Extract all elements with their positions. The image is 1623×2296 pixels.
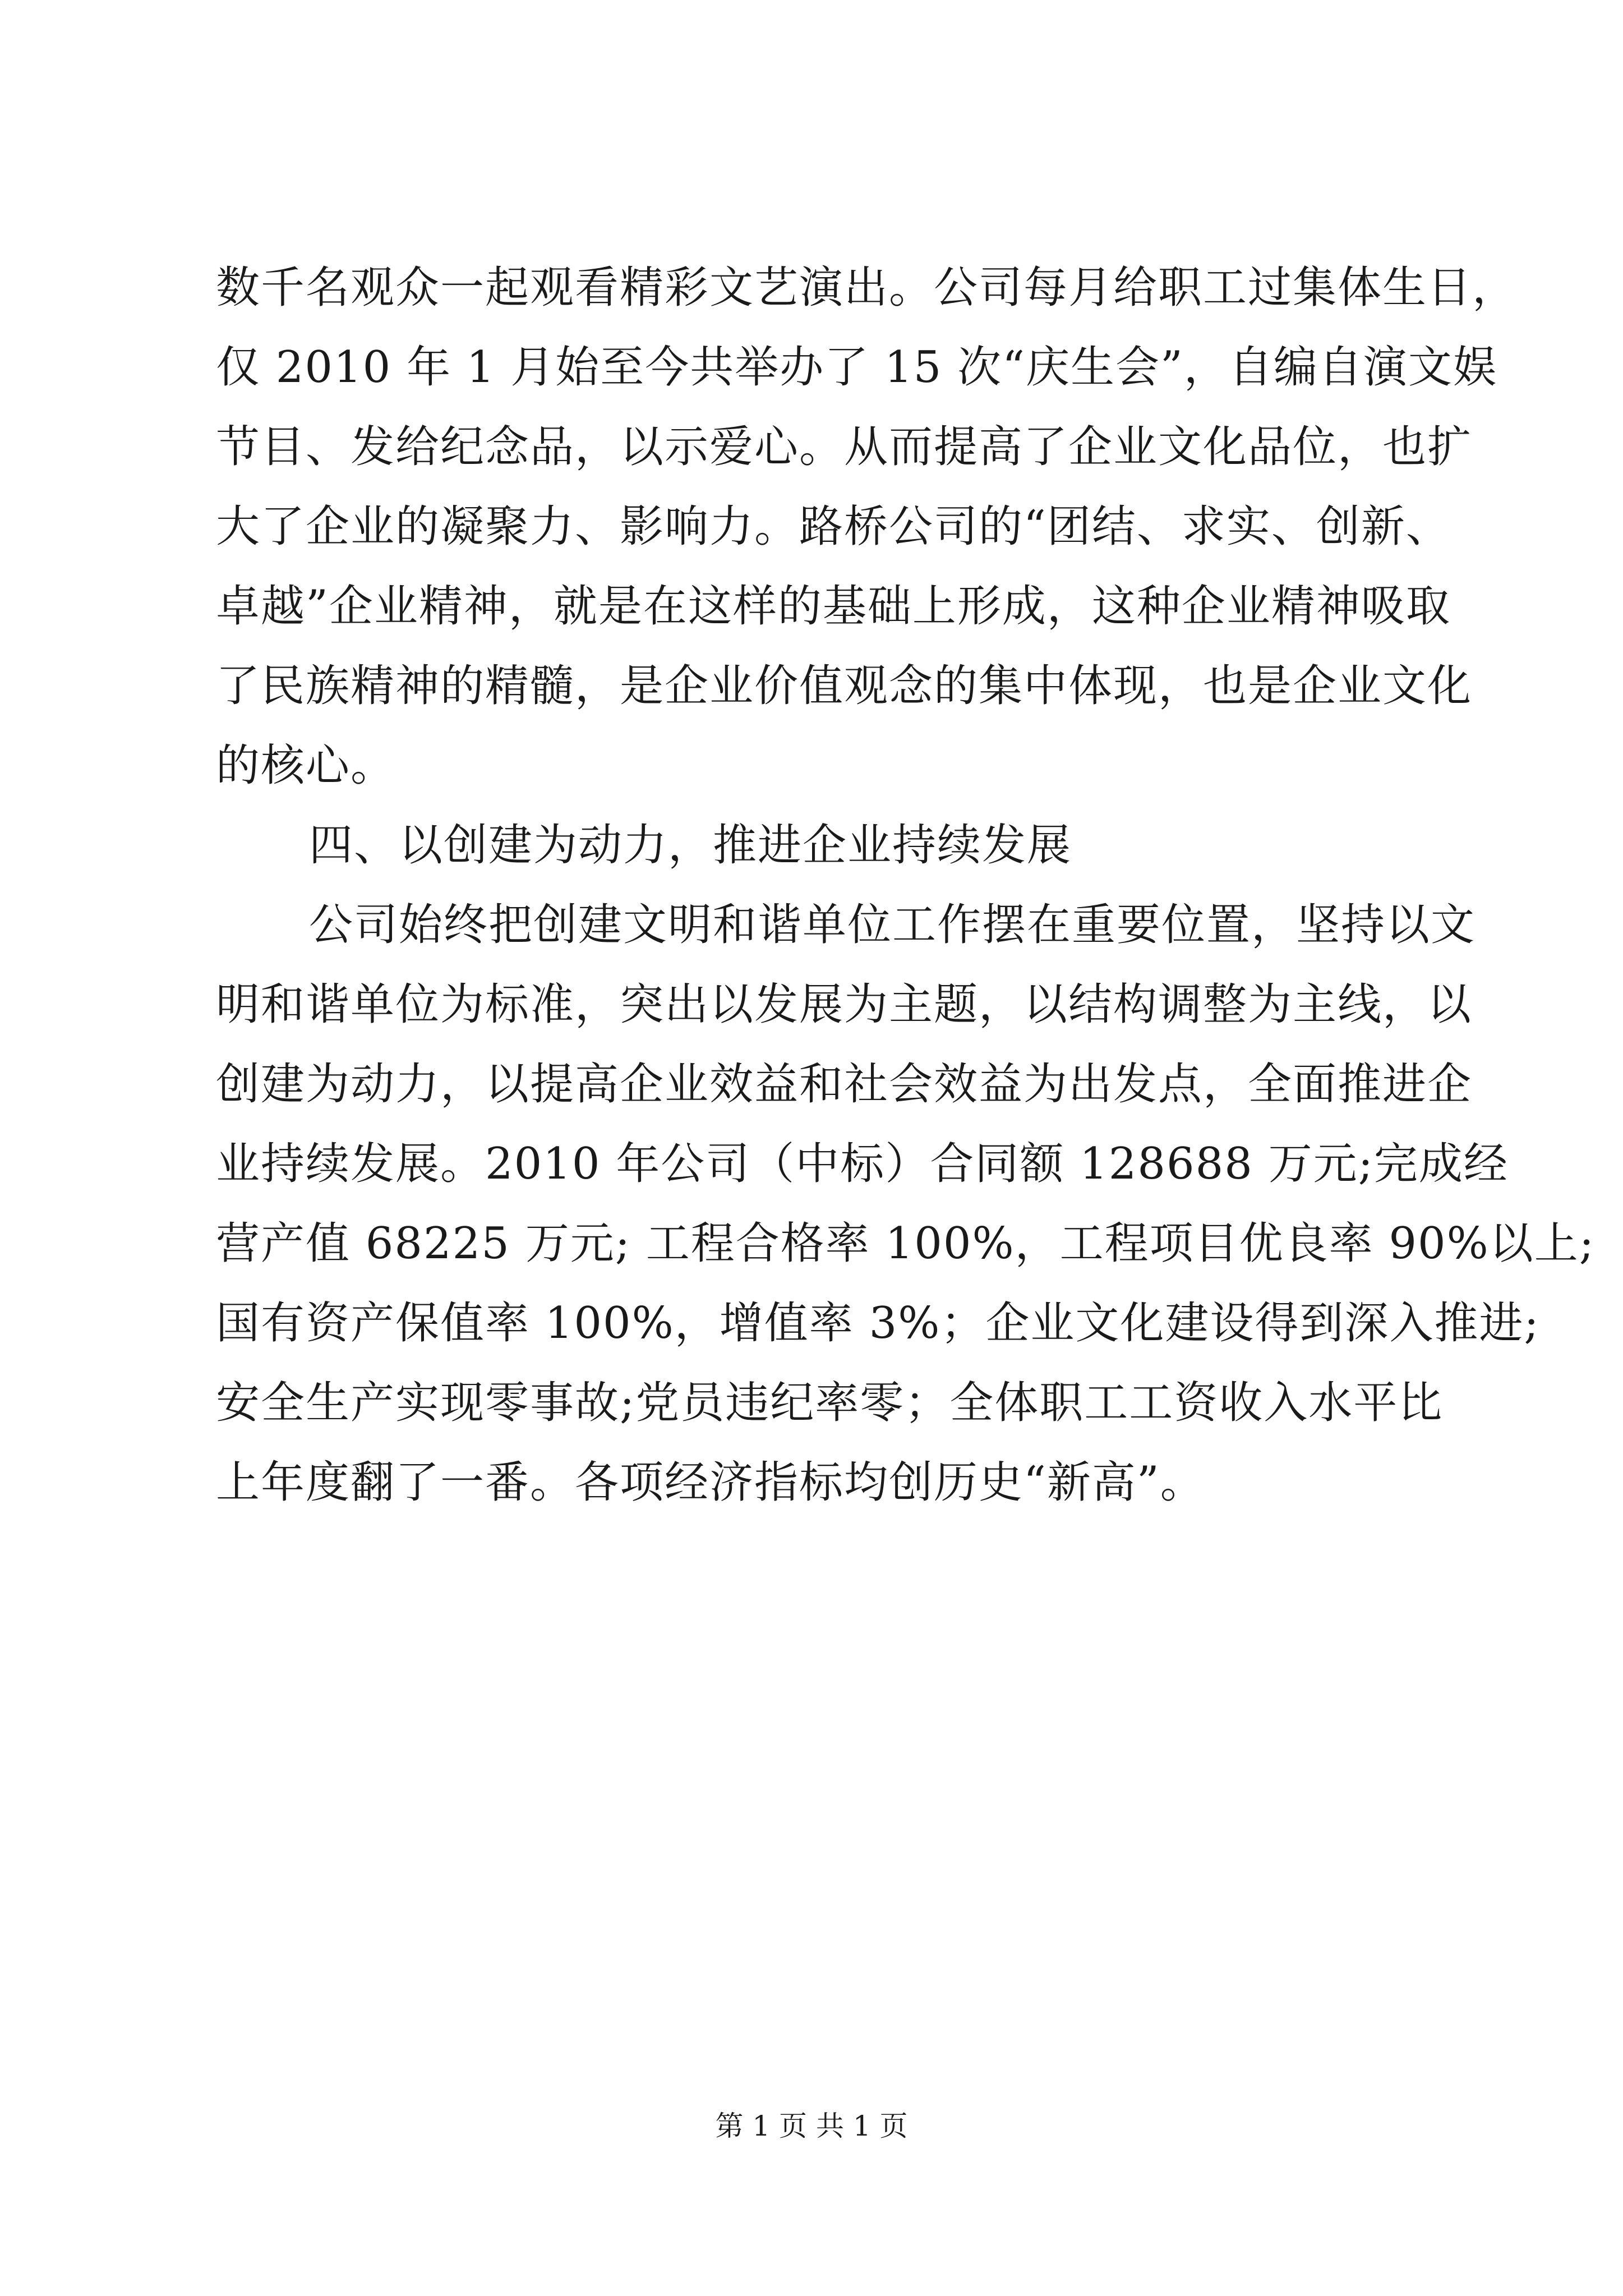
- text-line: 了民族精神的精髓，是企业价值观念的集中体现，也是企业文化: [216, 661, 1473, 711]
- section-heading: 四、以创建为动力，推进企业持续发展: [309, 820, 1072, 871]
- text-line: 业持续发展。2010 年公司（中标）合同额 128688 万元;完成经: [216, 1139, 1509, 1189]
- text-line: 数千名观众一起观看精彩文艺演出。公司每月给职工过集体生日，: [216, 263, 1518, 313]
- text-line: 明和谐单位为标准，突出以发展为主题，以结构调整为主线，以: [216, 979, 1473, 1030]
- document-body: [216, 248, 1596, 1522]
- text-line: 营产值 68225 万元; 工程合格率 100%，工程项目优良率 90%以上;: [216, 1218, 1596, 1269]
- text-line: 创建为动力，以提高企业效益和社会效益为出发点，全面推进企: [216, 1059, 1473, 1110]
- text-line: 上年度翻了一番。各项经济指标均创历史“新高”。: [216, 1457, 1205, 1508]
- text-line: 的核心。: [216, 740, 396, 791]
- text-line: 大了企业的凝聚力、影响力。路桥公司的“团结、求实、创新、: [216, 501, 1451, 552]
- text-line: 安全生产实现零事故;党员违纪率零；全体职工工资收入水平比: [216, 1378, 1444, 1428]
- text-line: 国有资产保值率 100%，增值率 3%；企业文化建设得到深入推进;: [216, 1298, 1540, 1349]
- text-line: 卓越”企业精神，就是在这样的基础上形成，这种企业精神吸取: [216, 581, 1451, 632]
- text-line: 公司始终把创建文明和谐单位工作摆在重要位置，坚持以文: [309, 900, 1476, 950]
- text-line: 仅 2010 年 1 月始至今共举办了 15 次“庆生会”，自编自演文娱: [216, 342, 1498, 393]
- text-line: 节目、发给纪念品，以示爱心。从而提高了企业文化品位，也扩: [216, 422, 1473, 472]
- page-footer: 第 1 页 共 1 页: [715, 2110, 908, 2142]
